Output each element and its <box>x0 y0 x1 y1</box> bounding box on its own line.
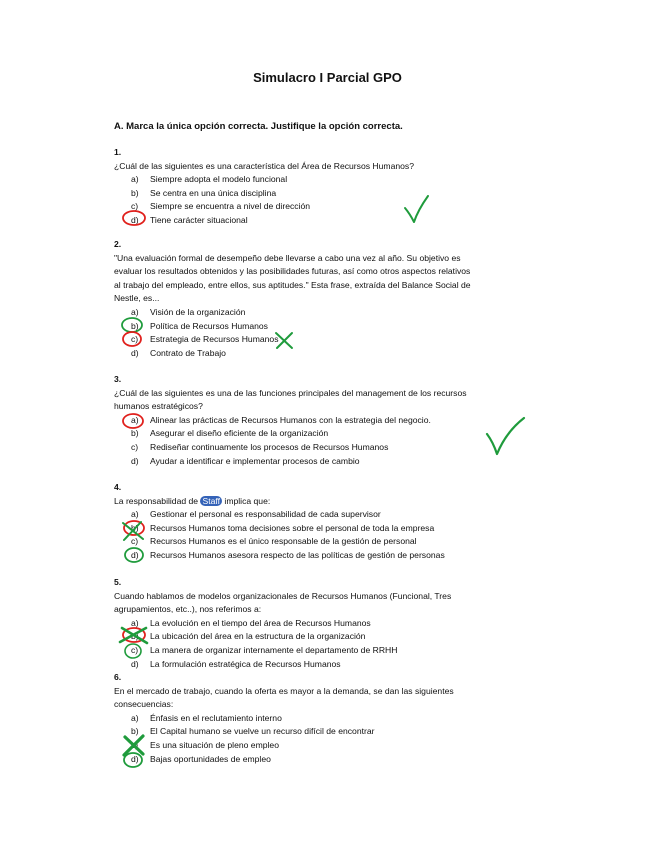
option-letter: d) <box>131 549 139 560</box>
option-text: Recursos Humanos es el único responsable de la gestión de personal <box>150 536 417 547</box>
question-number: 4. <box>114 482 122 492</box>
option-text: Siempre se encuentra a nivel de dirección <box>150 201 311 212</box>
option-text: Política de Recursos Humanos <box>150 320 268 331</box>
option-c[interactable] <box>114 739 534 753</box>
question-text-line: evaluar los resultados obtenidos y las posibilidades futuras, así como otros aspectos relativos <box>114 266 471 277</box>
option-letter: d) <box>131 214 139 225</box>
option-letter: c) <box>131 739 139 750</box>
option-text: Recursos Humanos asesora respecto de las políticas de gestión de personas <box>150 549 445 560</box>
option-letter: c) <box>131 644 139 655</box>
option-d[interactable] <box>114 549 534 563</box>
option-d[interactable] <box>114 658 534 672</box>
option-text: Bajas oportunidades de empleo <box>150 753 271 764</box>
option-letter: c) <box>131 536 139 547</box>
option-letter: a) <box>131 414 139 425</box>
question-number: 1. <box>114 147 122 157</box>
question-number: 3. <box>114 374 122 384</box>
option-letter: b) <box>131 428 139 439</box>
question-number: 5. <box>114 577 122 587</box>
option-text: Siempre adopta el modelo funcional <box>150 174 288 185</box>
option-b[interactable] <box>114 725 534 739</box>
option-a[interactable] <box>114 508 534 522</box>
option-d[interactable] <box>114 753 534 767</box>
highlighted-word: Staff <box>202 495 221 506</box>
option-b[interactable] <box>114 427 534 441</box>
option-letter: b) <box>131 187 139 198</box>
option-letter: a) <box>131 509 139 520</box>
option-text: Rediseñar continuamente los procesos de Recursos Humanos <box>150 441 389 452</box>
option-c[interactable] <box>114 200 534 214</box>
option-text: Recursos Humanos toma decisiones sobre el personal de toda la empresa <box>150 522 435 533</box>
question-1 <box>114 146 534 228</box>
question-text-after: implica que: <box>222 495 271 506</box>
instructions: A. Marca la única opción correcta. Justifique la opción correcta. <box>114 121 403 132</box>
question-5 <box>114 576 534 671</box>
option-c[interactable] <box>114 441 534 455</box>
option-c[interactable] <box>114 644 534 658</box>
question-text-line: En el mercado de trabajo, cuando la oferta es mayor a la demanda, se dan las siguientes <box>114 685 454 696</box>
option-letter: d) <box>131 347 139 358</box>
option-d[interactable] <box>114 214 534 228</box>
option-letter: d) <box>131 455 139 466</box>
question-text: ¿Cuál de las siguientes es una característica del Área de Recursos Humanos? <box>114 160 414 171</box>
option-text: Alinear las prácticas de Recursos Humanos con la estrategia del negocio. <box>150 414 431 425</box>
question-2 <box>114 238 534 360</box>
option-text: Contrato de Trabajo <box>150 347 226 358</box>
option-d[interactable] <box>114 347 534 361</box>
question-text-line: "Una evaluación formal de desempeño debe llevarse a cabo una vez al año. Su objetivo es <box>114 252 461 263</box>
option-text: Énfasis en el reclutamiento interno <box>150 712 282 723</box>
option-letter: a) <box>131 174 139 185</box>
option-c[interactable] <box>114 333 534 347</box>
question-text-before: La responsabilidad de <box>114 495 201 506</box>
option-text: Tiene carácter situacional <box>150 214 248 225</box>
question-text-line: consecuencias: <box>114 699 174 710</box>
option-c[interactable] <box>114 535 534 549</box>
option-b[interactable] <box>114 630 534 644</box>
question-text-line: Nestle, es... <box>114 293 160 304</box>
option-letter: a) <box>131 617 139 628</box>
option-letter: c) <box>131 334 139 345</box>
question-text <box>114 495 534 509</box>
question-number: 2. <box>114 239 122 249</box>
option-text: Ayudar a identificar e implementar procesos de cambio <box>150 455 360 466</box>
option-text: Gestionar el personal es responsabilidad de cada supervisor <box>150 509 381 520</box>
question-text-line: ¿Cuál de las siguientes es una de las funciones principales del management de los recursos <box>114 387 467 398</box>
question-text-line: al trabajo del empleado, entre ellos, sus aptitudes." Esta frase, extraída del Balance Social de <box>114 279 471 290</box>
option-d[interactable] <box>114 455 534 469</box>
option-text: La evolución en el tiempo del área de Recursos Humanos <box>150 617 371 628</box>
question-6 <box>114 671 534 766</box>
option-letter: d) <box>131 753 139 764</box>
option-a[interactable] <box>114 712 534 726</box>
option-a[interactable] <box>114 617 534 631</box>
option-b[interactable] <box>114 320 534 334</box>
question-4 <box>114 481 534 563</box>
option-text: La formulación estratégica de Recursos Humanos <box>150 658 341 669</box>
option-letter: a) <box>131 712 139 723</box>
option-b[interactable] <box>114 522 534 536</box>
option-text: La ubicación del área en la estructura de la organización <box>150 631 366 642</box>
option-letter: b) <box>131 631 139 642</box>
option-letter: b) <box>131 522 139 533</box>
option-b[interactable] <box>114 187 534 201</box>
option-letter: b) <box>131 320 139 331</box>
option-text: Es una situación de pleno empleo <box>150 739 279 750</box>
option-text: Visión de la organización <box>150 306 246 317</box>
option-a[interactable] <box>114 414 534 428</box>
option-text: Asegurar el diseño eficiente de la organización <box>150 428 329 439</box>
option-a[interactable] <box>114 173 534 187</box>
question-text-line: humanos estratégicos? <box>114 401 203 412</box>
question-text-line: Cuando hablamos de modelos organizacionales de Recursos Humanos (Funcional, Tres <box>114 590 452 601</box>
question-3 <box>114 373 534 468</box>
option-letter: a) <box>131 306 139 317</box>
document-title: Simulacro I Parcial GPO <box>253 70 402 85</box>
option-letter: b) <box>131 726 139 737</box>
option-letter: d) <box>131 658 139 669</box>
option-text: Estrategia de Recursos Humanos <box>150 334 279 345</box>
option-a[interactable] <box>114 306 534 320</box>
option-letter: c) <box>131 201 139 212</box>
option-text: Se centra en una única disciplina <box>150 187 277 198</box>
question-number: 6. <box>114 672 122 682</box>
question-text-line: agrupamientos, etc..), nos referimos a: <box>114 604 262 615</box>
option-letter: c) <box>131 441 139 452</box>
option-text: El Capital humano se vuelve un recurso difícil de encontrar <box>150 726 375 737</box>
option-text: La manera de organizar internamente el departamento de RRHH <box>150 644 398 655</box>
